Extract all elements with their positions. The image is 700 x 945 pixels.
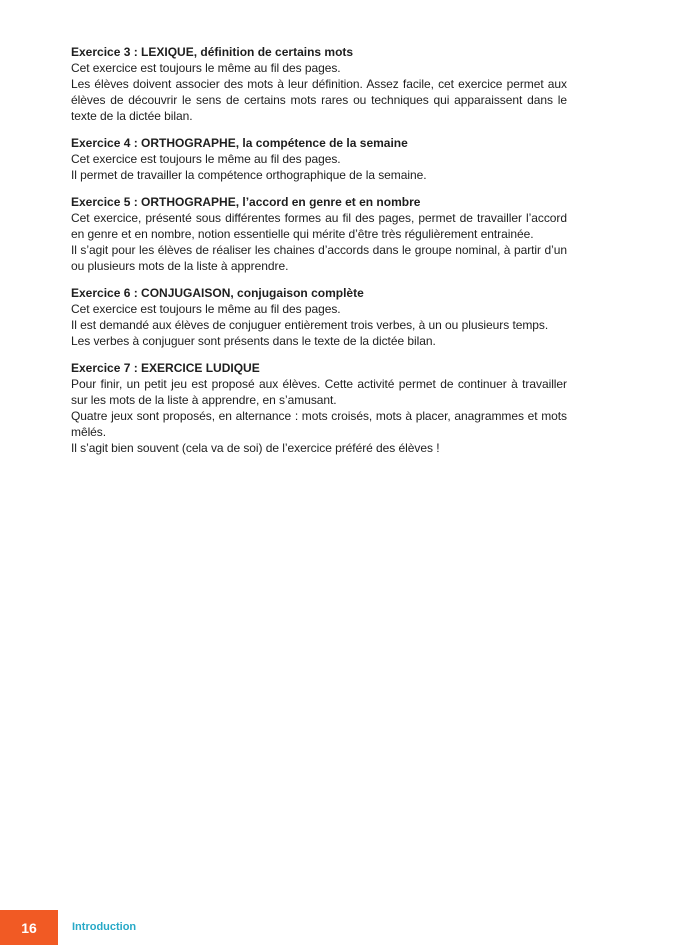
section-heading: Exercice 5 : ORTHOGRAPHE, l’accord en genre et en nombre (71, 195, 421, 209)
page-number: 16 (21, 919, 37, 936)
page-footer (0, 901, 700, 945)
section-heading: Exercice 3 : LEXIQUE, définition de certains mots (71, 45, 354, 59)
page-number-badge (0, 910, 58, 945)
exercise-7-section (71, 360, 567, 456)
paragraph: Cet exercice, présenté sous différentes formes au fil des pages, permet de travailler l’accord en genre et en nombre, notion essentielle qui mérite d’être très régulièrement entrainée. (71, 211, 567, 241)
paragraph: Les verbes à conjuguer sont présents dans le texte de la dictée bilan. (71, 334, 436, 348)
paragraph: Il est demandé aux élèves de conjuguer entièrement trois verbes, à un ou plusieurs temps. (71, 318, 549, 332)
paragraph: Cet exercice est toujours le même au fil des pages. (71, 302, 341, 316)
section-heading: Exercice 7 : EXERCICE LUDIQUE (71, 361, 260, 375)
document-body (71, 44, 567, 467)
exercise-4-section (71, 135, 567, 183)
paragraph: Pour finir, un petit jeu est proposé aux élèves. Cette activité permet de continuer à travailler sur les mots de la liste à apprendre, en s’amusant. (71, 377, 567, 407)
section-heading: Exercice 4 : ORTHOGRAPHE, la compétence de la semaine (71, 136, 408, 150)
paragraph: Il permet de travailler la compétence orthographique de la semaine. (71, 168, 427, 182)
paragraph: Les élèves doivent associer des mots à leur définition. Assez facile, cet exercice permet aux élèves de découvrir le sens de certains mots rares ou techniques qui apparaissent dans le texte de la dictée bilan. (71, 77, 567, 123)
section-heading: Exercice 6 : CONJUGAISON, conjugaison complète (71, 286, 364, 300)
paragraph: Quatre jeux sont proposés, en alternance : mots croisés, mots à placer, anagrammes et mots mêlés. (71, 409, 567, 439)
paragraph: Il s’agit bien souvent (cela va de soi) de l’exercice préféré des élèves ! (71, 441, 440, 455)
paragraph: Cet exercice est toujours le même au fil des pages. (71, 61, 341, 75)
exercise-3-section (71, 44, 567, 124)
exercise-5-section (71, 194, 567, 274)
exercise-6-section (71, 285, 567, 349)
paragraph: Cet exercice est toujours le même au fil des pages. (71, 152, 341, 166)
footer-section-label: Introduction (72, 921, 137, 933)
paragraph: Il s’agit pour les élèves de réaliser les chaines d’accords dans le groupe nominal, à partir d’un ou plusieurs mots de la liste à apprendre. (71, 243, 567, 273)
